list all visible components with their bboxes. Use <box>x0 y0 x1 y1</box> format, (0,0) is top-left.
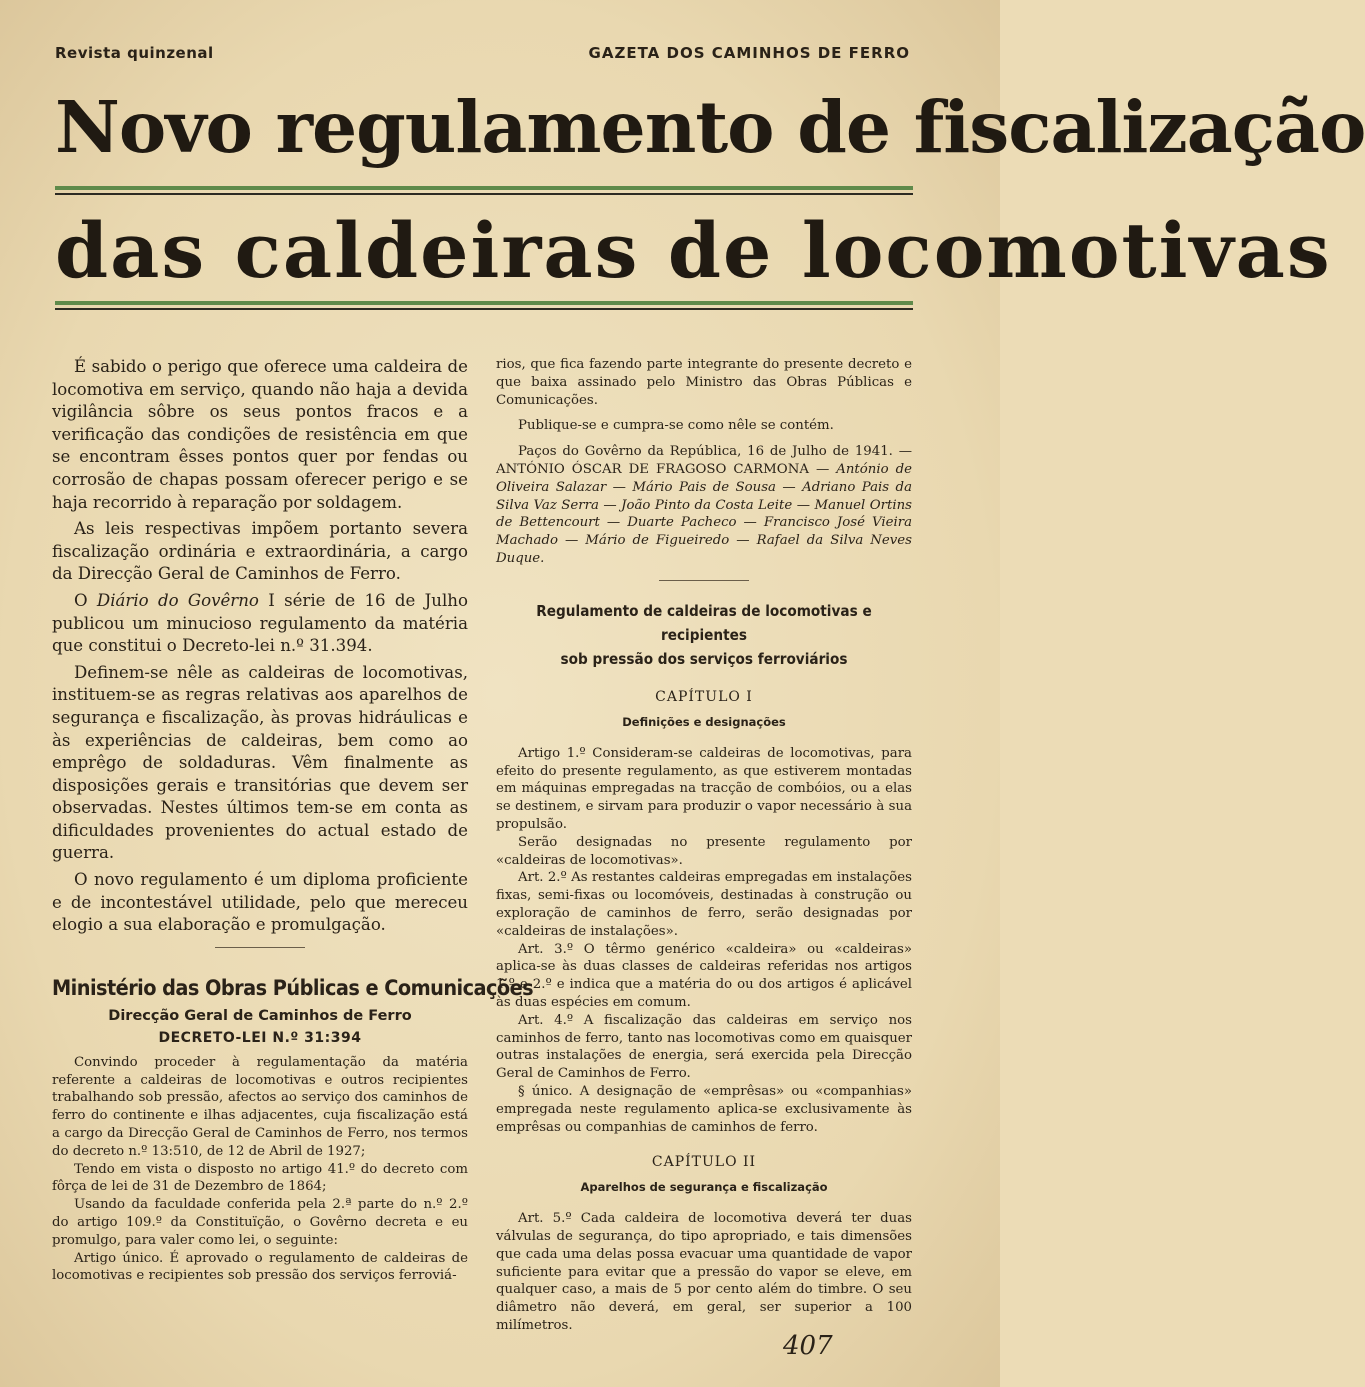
text-span: Paços do Govêrno da República, 16 de Julho de 1941. — ANTÓNIO ÓSCAR DE FRAGOSO CARMONA — <box>496 444 912 477</box>
article-title-line-1: Novo regulamento de fiscalização <box>55 85 1365 169</box>
chapter-1-text <box>496 745 912 1137</box>
page-number: 407 <box>783 1331 833 1361</box>
chapter-heading: CAPÍTULO I <box>655 688 753 705</box>
decree-continuation <box>496 356 912 568</box>
decree-paragraph: Artigo único. É aprovado o regulamento de caldeiras de locomotivas e recipientes sob pressão dos serviços ferroviá- <box>52 1250 468 1284</box>
title-rule-bottom <box>55 301 913 310</box>
decree-heading: DECRETO-LEI N.º 31:394 <box>158 1029 362 1046</box>
running-header-right: GAZETA DOS CAMINHOS DE FERRO <box>588 44 910 62</box>
article-paragraph: Art. 5.º Cada caldeira de locomotiva deverá ter duas válvulas de segurança, do tipo apropriado, e tais dimensões que cada uma delas possa evacuar uma quantidade de vapor suficiente para evitar que a pressão do vapor se eleve, em qualquer caso, a mais de 5 por cento além do timbre. O seu diâmetro não deverá, em geral, ser superior a 100 milímetros. <box>496 1211 912 1334</box>
chapter-heading: CAPÍTULO II <box>651 1154 757 1171</box>
intro-paragraph: As leis respectivas impõem portanto severa fiscalização ordinária e extraordinária, a cargo da Direcção Geral de Caminhos de Ferro. <box>52 519 468 584</box>
article-paragraph: Artigo 1.º Consideram-se caldeiras de locomotivas, para efeito do presente regulamento, as que estiverem montadas em máquinas empregadas na tracção de combóios, ou a elas se destinem, e sirvam para produzir o vapor necessário à sua propulsão. <box>496 745 912 832</box>
decree-paragraph: rios, que fica fazendo parte integrante do presente decreto e que baixa assinado pelo Ministro das Obras Públicas e Comunicações. <box>496 357 912 408</box>
text-span: O <box>74 590 97 610</box>
right-column <box>496 356 912 1335</box>
decree-text <box>52 1054 468 1285</box>
article-title-line-2: das caldeiras de locomotivas <box>55 206 1332 295</box>
signatures <box>496 443 912 568</box>
article-paragraph: § único. A designação de «emprêsas» ou «companhias» empregada neste regulamento aplica-se exclusivamente às emprêsas ou companhias de caminhos de ferro. <box>496 1083 912 1135</box>
journal-title: Diário do Govêrno <box>96 590 259 610</box>
text-span: I série de 16 de Julho publicou um minucioso regulamento da matéria que constitui o Decreto-lei n.º 31.394. <box>52 590 468 656</box>
left-column <box>52 356 534 1285</box>
title-rule-top <box>55 186 913 195</box>
article-paragraph: Art. 2.º As restantes caldeiras empregadas em instalações fixas, semi-fixas ou locomóveis, destinadas à construção ou exploração de caminhos de ferro, serão designadas por «caldeiras de instalações». <box>496 870 912 939</box>
section-separator <box>215 947 305 948</box>
decree-paragraph: Publique-se e cumpra-se como nêle se contém. <box>518 418 834 434</box>
article-paragraph: Serão designadas no presente regulamento por «caldeiras de locomotivas». <box>496 834 912 868</box>
intro-paragraph: É sabido o perigo que oferece uma caldeira de locomotiva em serviço, quando não haja a devida vigilância sôbre os seus pontos fracos e a verificação das condições de resistência em que se encontram êsses pontos quer por fendas ou corrosão de chapas possam oferecer perigo e se haja recorrido à reparação por soldagem. <box>52 357 468 512</box>
intro-paragraph <box>52 590 468 658</box>
chapter-2-text <box>496 1210 912 1335</box>
regulation-title-line-1: Regulamento de caldeiras de locomotivas e recipientes <box>536 601 872 644</box>
decree-paragraph: Convindo proceder à regulamentação da matéria referente a caldeiras de locomotivas e outros recipientes trabalhando sob pressão, afectos ao serviço dos caminhos de ferro do continente e ilhas adjacentes, cuja fiscalização está a cargo da Direcção Geral de Caminhos de Ferro, nos termos do decreto n.º 13:510, de 12 de Abril de 1927; <box>52 1054 468 1159</box>
intro-paragraph: O novo regulamento é um diploma proficiente e de incontestável utilidade, pelo que mereceu elogio a sua elaboração e promulgação. <box>52 870 468 935</box>
directorate-heading: Direcção Geral de Caminhos de Ferro <box>108 1007 412 1024</box>
regulation-title-line-2: sob pressão dos serviços ferroviários <box>560 649 848 668</box>
ministry-heading: Ministério das Obras Públicas e Comunicações <box>52 975 534 1000</box>
article-paragraph: Art. 4.º A fiscalização das caldeiras em serviço nos caminhos de ferro, tanto nas locomotivas como em quaisquer outras instalações de energia, será exercida pela Direcção Geral de Caminhos de Ferro. <box>496 1012 912 1082</box>
running-header-left: Revista quinzenal <box>55 44 214 62</box>
signatory-names: António de Oliveira Salazar — Mário Pais de Sousa — Adriano Pais da Silva Vaz Serra — João Pinto da Costa Leite — Manuel Ortins de Bettencourt — Duarte Pacheco — Francisco José Vieira Machado — Mário de Figueiredo — Rafael da Silva Neves Duque. <box>496 461 912 566</box>
article-paragraph: Art. 3.º O têrmo genérico «caldeira» ou «caldeiras» aplica-se às duas classes de caldeiras referidas nos artigos 1.º e 2.º e indica que a matéria do ou dos artigos é aplicável às duas espécies em comum. <box>496 941 912 1010</box>
intro-paragraph: Definem-se nêle as caldeiras de locomotivas, instituem-se as regras relativas aos aparelhos de segurança e fiscalização, às provas hidráulicas e às experiências de caldeiras, bem como ao emprêgo de soldaduras. Vêm finalmente as disposições gerais e transitórias que devem ser observadas. Nestes últimos tem-se em conta as dificuldades provenientes do actual estado de guerra. <box>52 662 468 863</box>
decree-paragraph: Tendo em vista o disposto no artigo 41.º do decreto com fôrça de lei de 31 de Dezembro de 1864; <box>52 1161 468 1195</box>
chapter-subheading: Aparelhos de segurança e fiscalização <box>580 1180 828 1195</box>
decree-paragraph: Usando da faculdade conferida pela 2.ª parte do n.º 2.º do artigo 109.º da Constituïção, o Govêrno decreta e eu promulgo, para valer como lei, o seguinte: <box>52 1197 468 1248</box>
intro-text <box>52 356 468 937</box>
chapter-subheading: Definições e designações <box>622 714 786 729</box>
section-separator <box>659 580 749 581</box>
